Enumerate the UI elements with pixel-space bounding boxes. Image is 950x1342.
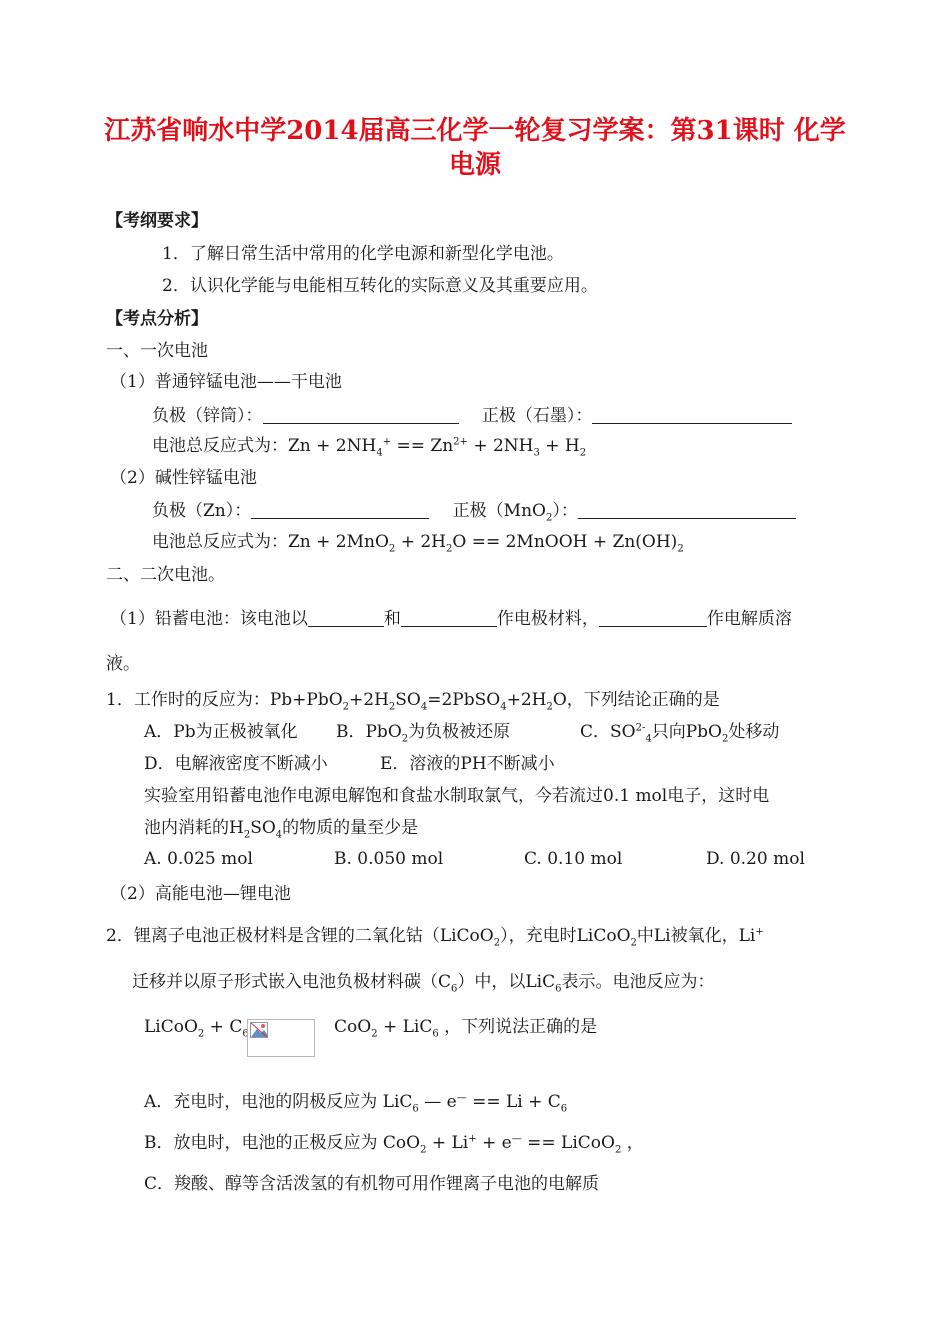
question-2-option-b[interactable]: B．放电时，电池的正极反应为 CoO$_2$ + Li+ + e— == LiCoO$_2$ ， [144,1133,644,1156]
subsection-secondary-battery: 二、二次电池。 [106,565,225,585]
page-title-line2: 电源 [448,150,501,180]
question-1-option-a[interactable]: A．Pb为正极被氧化 [144,722,298,742]
question-1b-stem-line2: 池内消耗的$H_2SO_4$的物质的量至少是 [144,818,419,841]
page-title: 江苏省响水中学2014届高三化学一轮复习学案：第31课时 化学 [104,116,846,146]
requirement-item-2: 2．认识化学能与电能相互转化的实际意义及其重要应用。 [162,276,598,296]
answer-blank[interactable] [308,609,384,627]
broken-image-icon [250,1022,268,1038]
question-2-option-a[interactable]: A．充电时，电池的阴极反应为 LiC$_6$ — $e^— == Li + C_6$ [144,1092,568,1115]
alkaline-battery-electrodes [152,501,796,524]
question-2-stem-line2: 迁移并以原子形式嵌入电池负极材料碳$(C_6)$中，以LiC$_6$表示。电池反应为： [132,972,715,995]
answer-blank[interactable] [592,406,792,424]
question-1-stem: 1．工作时的反应为：$Pb+PbO_2+2H_2SO_4=2PbSO_4+2H_2O$，下列结论正确的是 [106,690,720,713]
question-2-option-c[interactable]: C．羧酸、醇等含活泼氢的有机物可用作锂离子电池的电解质 [144,1174,600,1194]
question-1-option-d[interactable]: D．电解液密度不断减小 [144,754,328,774]
section-heading-analysis: 【考点分析】 [106,309,208,329]
question-2-stem-line1: 2．锂离子电池正极材料是含锂的二氧化钴（LiCoO$_2$），充电时LiCoO$_2$中Li被氧化，Li+ [106,926,764,949]
question-2-equation-left: LiCoO$_2$ + $C_6$ [144,1017,249,1040]
positive-label: 正极（MnO$_2$）： [452,501,578,524]
answer-blank[interactable] [578,501,796,519]
question-1-option-c[interactable]: C．$SO^{2-}_4$只向PbO$_2$处移动 [580,722,780,745]
alkaline-battery-total-reaction: 电池总反应式为：$Zn + 2MnO_2 + 2H_2O$ == 2MnOOH + $Zn(OH)_2$ [152,532,684,555]
answer-blank[interactable] [251,501,429,519]
lithium-battery-title: （2）高能电池—锂电池 [110,884,291,904]
question-1b-option-d[interactable]: D. 0.20 mol [706,849,805,869]
question-2-equation-right: CoO$_2$ + LiC$_6$ ，下列说法正确的是 [334,1017,598,1040]
equation-image-placeholder [247,1019,315,1057]
question-1b-option-a[interactable]: A. 0.025 mol [144,849,253,869]
alkaline-battery-title: （2）碱性锌锰电池 [110,468,257,488]
question-1b-option-c[interactable]: C. 0.10 mol [524,849,623,869]
lead-acid-intro-cont: 液。 [106,654,140,674]
zinc-manganese-total-reaction: 电池总反应式为：$Zn + 2NH_4^+ == Zn^{2+} + 2NH_3 + H_2$ [152,436,587,459]
answer-blank[interactable] [599,609,707,627]
question-1-option-e[interactable]: E．溶液的PH不断减小 [380,754,555,774]
negative-label: 负极（Zn）： [152,501,252,521]
answer-blank[interactable] [401,609,497,627]
section-heading-requirements: 【考纲要求】 [106,211,208,231]
question-1b-option-b[interactable]: B. 0.050 mol [334,849,444,869]
negative-label: 负极（锌筒）： [152,406,263,426]
subsection-primary-battery: 一、一次电池 [106,341,208,361]
requirement-item-1: 1．了解日常生活中常用的化学电源和新型化学电池。 [162,244,564,264]
zinc-manganese-electrodes [152,406,792,425]
answer-blank[interactable] [263,406,459,424]
lead-acid-intro: （1）铅蓄电池：该电池以 和 作电极材料， 作电解质溶 [110,609,792,629]
question-1-option-b[interactable]: B．PbO$_2$为负极被还原 [336,722,511,745]
zinc-manganese-title: （1）普通锌锰电池——干电池 [110,372,342,392]
positive-label: 正极（石墨）： [481,406,593,426]
question-1b-stem-line1: 实验室用铅蓄电池作电源电解饱和食盐水制取氯气，今若流过0.1 mol电子，这时电 [144,786,770,806]
